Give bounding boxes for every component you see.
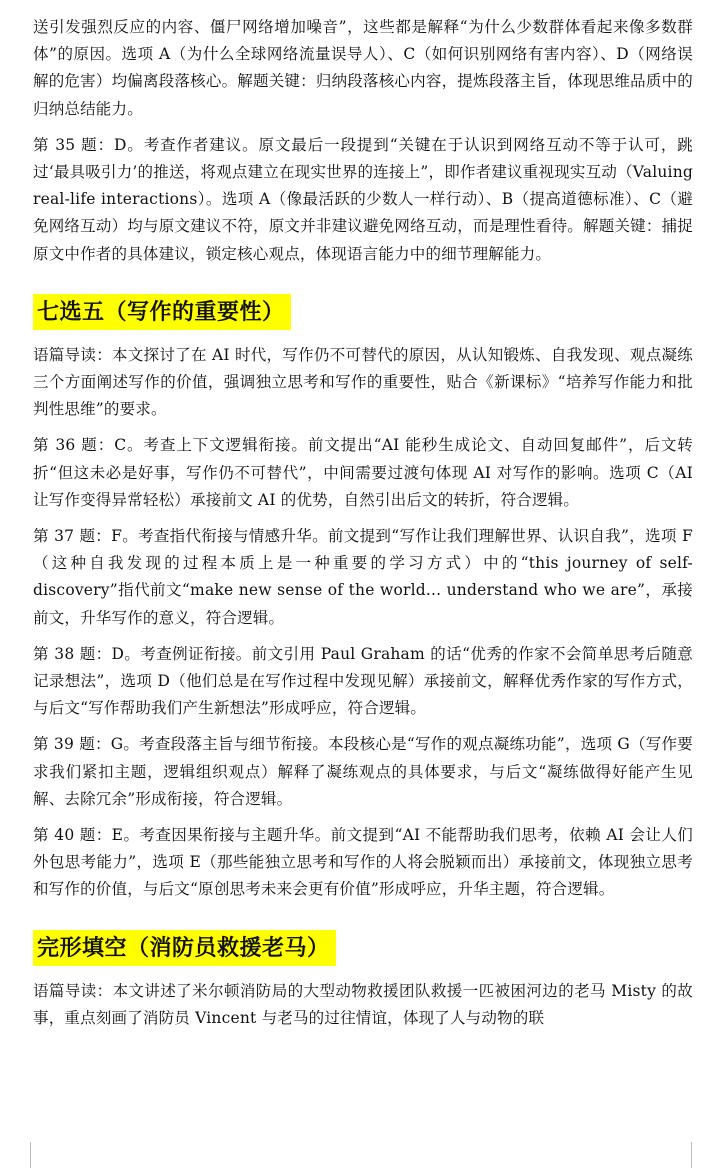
page-corner-mark-left [8,1142,31,1168]
paragraph-spacer [33,813,693,822]
paragraph-q38-explanation: 第 38 题：D。考查例证衔接。前文引用 Paul Graham 的话“优秀的作家不会简单思考后随意记录想法”，选项 D（他们总是在写作过程中发现见解）承接前文，解释优秀作家的写作方式，与后文“写作帮助我们产生新想法”形成呼应，符合逻辑。 [33,644,693,718]
paragraph-spacer [33,632,693,641]
paragraph-reading-guide-writing: 语篇导读：本文探讨了在 AI 时代，写作仍不可替代的原因，从认知锻炼、自我发现、观点凝练三个方面阐述写作的价值，强调独立思考和写作的重要性，贴合《新课标》“培养写作能力和批判性思维”的要求。 [33,345,693,419]
paragraph-spacer [33,514,693,523]
paragraph-q35-explanation: 第 35 题：D。考查作者建议。原文最后一段提到“关键在于认识到网络互动不等于认可，跳过‘最具吸引力’的推送，将观点建立在现实世界的连接上”，即作者建议重视现实互动（Valuing real-life interactions）。选项 A（像最活跃的少数人一样行动）、B（提高道德标准）、C（避免网络互动）均与原文建议不符，原文并非建议避免网络互动，而是理性看待。解题关键：捕捉原文中作者的具体建议，锁定核心观点，体现语言能力中的细节理解能力。 [33,135,693,263]
paragraph-q39-explanation: 第 39 题：G。考查段落主旨与细节衔接。本段核心是“写作的观点凝练功能”，选项 G（写作要求我们紧扣主题，逻辑组织观点）解释了凝练观点的具体要求，与后文“凝练做得好能产生见解、去除冗余”形成衔接，符合逻辑。 [33,735,693,808]
section-spacer [33,904,693,926]
section-heading-row [33,926,693,970]
section-heading-row [33,290,693,334]
paragraph-q40-explanation: 第 40 题：E。考查因果衔接与主题升华。前文提到“AI 不能帮助我们思考，依赖 AI 会让人们外包思考能力”，选项 E（那些能独立思考和写作的人将会脱颖而出）承接前文，体现独立思考和写作的价值，与后文“原创思考未来会更有价值”形成呼应，升华主题，符合逻辑。 [33,826,693,899]
paragraph-spacer [33,423,693,432]
paragraph-q34-explanation-end: 送引发强烈反应的内容、僵尸网络增加噪音”，这些都是解释“为什么少数群体看起来像多数群体”的原因。选项 A（为什么全球网络流量误导人）、C（如何识别网络有害内容）、D（网络误解的危害）均偏离段落核心。解题关键：归纳段落核心内容，提炼段落主旨，体现思维品质中的归纳总结能力。 [33,18,693,118]
section-heading-seven-choose-five: 七选五（写作的重要性） [33,294,291,330]
paragraph-spacer [33,123,693,132]
page-corner-mark-right [691,1142,714,1168]
paragraph-q37-explanation: 第 37 题：F。考查指代衔接与情感升华。前文提到“写作让我们理解世界、认识自我”，选项 F（这种自我发现的过程本质上是一种重要的学习方式）中的“this journey of self-discovery”指代前文“make new sense of the world... understand who we are”，承接前文，升华写作的意义，符合逻辑。 [33,527,693,627]
section-heading-cloze: 完形填空（消防员救援老马） [33,930,336,966]
document-page [33,14,693,1032]
paragraph-spacer [33,722,693,731]
paragraph-q36-explanation: 第 36 题：C。考查上下文逻辑衔接。前文提出“AI 能秒生成论文、自动回复邮件”，后文转折“但这未必是好事，写作仍不可替代”，中间需要过渡句体现 AI 对写作的影响。选项 C（AI 让写作变得异常轻松）承接前文 AI 的优势，自然引出后文的转折，符合逻辑。 [33,436,693,509]
paragraph-reading-guide-firefighter: 语篇导读：本文讲述了米尔顿消防局的大型动物救援团队救援一匹被困河边的老马 Misty 的故事，重点刻画了消防员 Vincent 与老马的过往情谊，体现了人与动物的联 [33,981,693,1027]
section-spacer [33,334,693,342]
section-spacer [33,970,693,978]
section-spacer [33,268,693,290]
